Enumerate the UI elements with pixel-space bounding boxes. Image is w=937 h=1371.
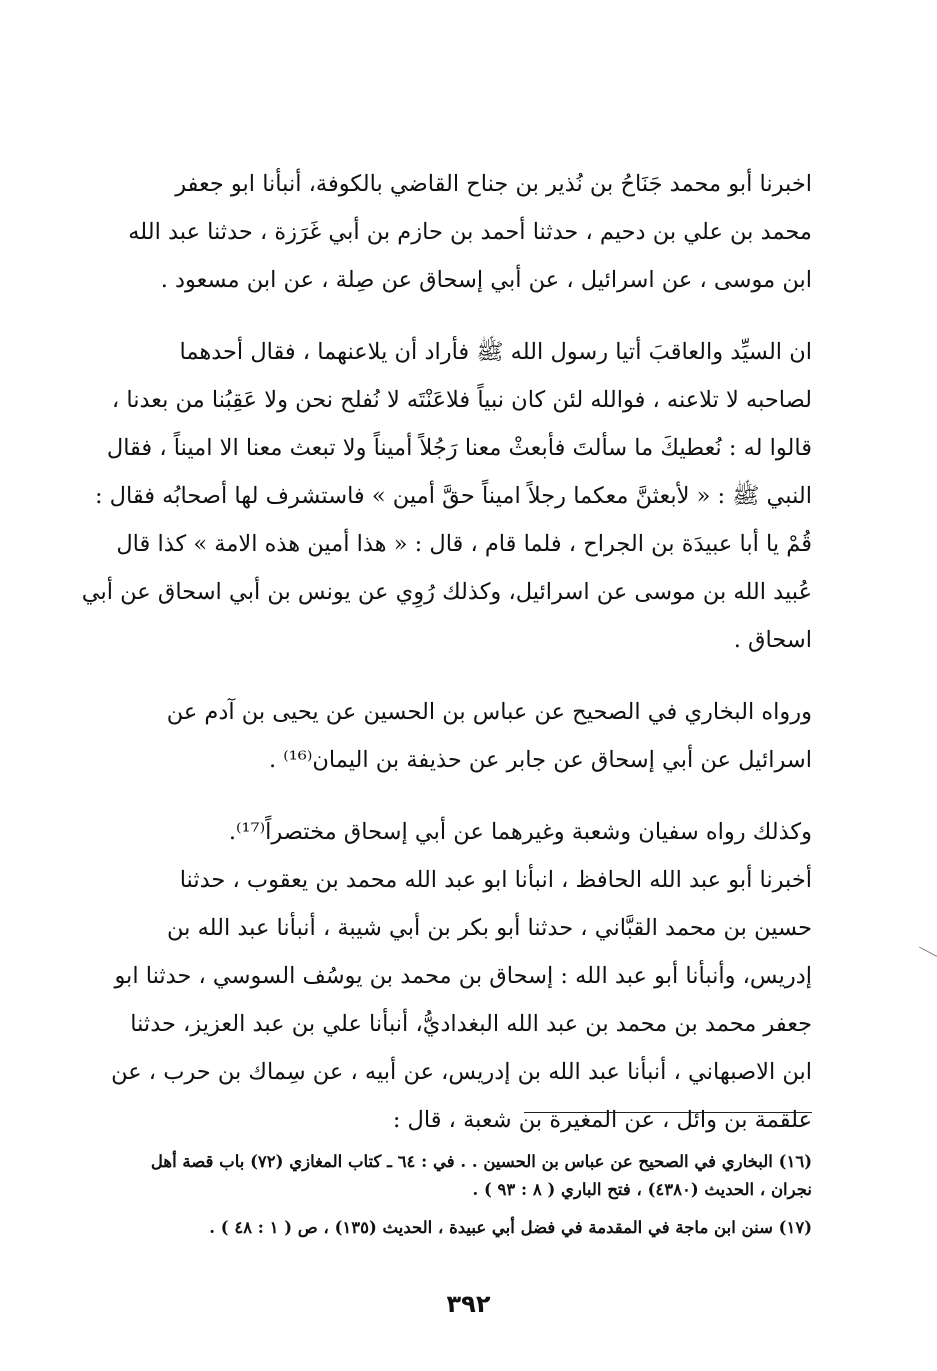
- text-line: محمد بن علي بن دحيم ، حدثنا أحمد بن حازم بن أبي غَرَزة ، حدثنا عبد الله: [128, 219, 812, 245]
- paragraph-isnad-2: [80, 856, 812, 1144]
- text-line: اخبرنا أبو محمد جَنَاحُ بن نُذير بن جناح القاضي بالكوفة، أنبأنا ابو جعفر: [175, 171, 812, 197]
- text-line: النبي ﷺ : « لأبعثنَّ معكما رجلاً اميناً حقَّ أمين » فاستشرف لها أصحابُه فقال :: [94, 483, 812, 509]
- footnote-divider: [524, 1112, 812, 1113]
- paragraph-gap: [80, 784, 812, 808]
- text-line: لصاحبه لا تلاعنه ، فوالله لئن كان نبياً فلاعَنْتَه لا نُفلح نحن ولا عَقِبُنا من بعدنا ،: [111, 387, 812, 413]
- text-line: حسين بن محمد القبَّاني ، حدثنا أبو بكر بن أبي شيبة ، أنبأنا عبد الله بن: [167, 915, 812, 941]
- footnote-line: (١٧) سنن ابن ماجة في المقدمة في فضل أبي عبيدة ، الحديث (١٣٥) ، ص ( ١ : ٤٨ ) .: [209, 1218, 812, 1237]
- paragraph-gap: [80, 304, 812, 328]
- paragraph-hadith: [80, 328, 812, 664]
- page-number: ٣٩٢: [446, 1290, 491, 1318]
- paragraph-gap: [80, 664, 812, 688]
- text-line: ابن موسى ، عن اسرائيل ، عن أبي إسحاق عن صِلة ، عن ابن مسعود .: [160, 267, 812, 293]
- text-line: ورواه البخاري في الصحيح عن عباس بن الحسين عن يحيى بن آدم عن: [166, 699, 812, 725]
- paragraph-sufyan: [80, 808, 812, 856]
- footnote-17: [80, 1214, 812, 1242]
- text-line: علقمة بن وائل ، عن المغيرة بن شعبة ، قال :: [392, 1107, 812, 1133]
- text-line: عُبيد الله بن موسى عن اسرائيل، وكذلك رُوِي عن يونس بن أبي اسحاق عن أبي: [81, 579, 812, 605]
- text-line: ان السيِّد والعاقبَ أتيا رسول الله ﷺ فأراد أن يلاعنهما ، فقال أحدهما: [179, 339, 812, 365]
- footnotes: [80, 1148, 812, 1252]
- text-line: قالوا له : نُعطيكَ ما سألتَ فأبعثْ معنا رَجُلاً أميناً ولا تبعث معنا الا اميناً ، فقال: [106, 435, 812, 461]
- text-line: قُمْ يا أبا عبيدَة بن الجراح ، فلما قام ، قال : « هذا أمين هذه الامة » كذا قال: [116, 531, 812, 557]
- text-line: أخبرنا أبو عبد الله الحافظ ، انبأنا ابو عبد الله محمد بن يعقوب ، حدثنا: [179, 867, 812, 893]
- paragraph-isnad-1: [80, 160, 812, 304]
- text-line: اسحاق .: [733, 627, 812, 653]
- paragraph-bukhari: [80, 688, 812, 784]
- text-line: إدريس، وأنبأنا أبو عبد الله : إسحاق بن محمد بن يوسُف السوسي ، حدثنا ابو: [114, 963, 812, 989]
- footnote-16: [80, 1148, 812, 1204]
- text-line: ابن الاصبهاني ، أنبأنا عبد الله بن إدريس، عن أبيه ، عن سِماك بن حرب ، عن: [111, 1059, 812, 1085]
- text-line: جعفر محمد بن محمد بن عبد الله البغداديُّ، أنبأنا علي بن عبد العزيز، حدثنا: [130, 1011, 812, 1037]
- main-text: [80, 160, 812, 1144]
- footnote-line: نجران ، الحديث (٤٣٨٠) ، فتح الباري ( ٨ : ٩٣ ) .: [472, 1180, 812, 1199]
- text-line: اسرائيل عن أبي إسحاق عن جابر عن حذيفة بن اليمان⁽¹⁶⁾ .: [268, 747, 812, 773]
- text-line: وكذلك رواه سفيان وشعبة وغيرهما عن أبي إسحاق مختصراً⁽¹⁷⁾.: [228, 819, 812, 845]
- footnote-line: (١٦) البخاري في الصحيح عن عباس بن الحسين . . في : ٦٤ ـ كتاب المغازي (٧٢) باب قصة أهل: [150, 1152, 812, 1171]
- margin-mark: [919, 947, 937, 957]
